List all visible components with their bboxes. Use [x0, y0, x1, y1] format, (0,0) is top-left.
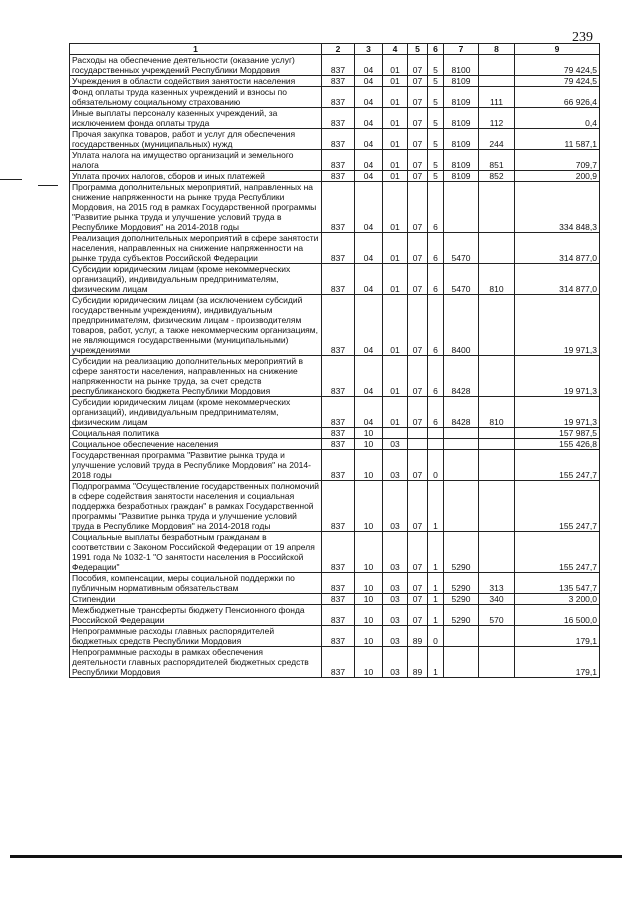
row-name-cell: Субсидии юридическим лицам (кроме некоммерческих организаций), индивидуальным предпринимателям, физическим лицам — [70, 397, 322, 428]
row-code-cell: 837 — [322, 397, 355, 428]
row-program-cell: 07 — [408, 295, 428, 356]
row-section-cell: 04 — [355, 108, 383, 129]
row-section-cell: 10 — [355, 532, 383, 573]
row-program-cell: 07 — [408, 532, 428, 573]
row-code-cell: 837 — [322, 450, 355, 481]
row-target-cell — [444, 626, 479, 647]
row-code-cell: 837 — [322, 87, 355, 108]
row-program-cell: 07 — [408, 573, 428, 594]
budget-table-body — [70, 44, 600, 678]
table-row — [70, 439, 600, 450]
row-target-cell: 5290 — [444, 532, 479, 573]
column-header: 8 — [479, 44, 515, 55]
row-section-cell: 04 — [355, 55, 383, 76]
row-name-cell: Пособия, компенсации, меры социальной поддержки по публичным нормативным обязательствам — [70, 573, 322, 594]
row-section-cell: 10 — [355, 647, 383, 678]
row-section-cell: 10 — [355, 439, 383, 450]
row-subsection-cell: 03 — [383, 605, 408, 626]
column-header: 7 — [444, 44, 479, 55]
row-target-cell: 8109 — [444, 129, 479, 150]
row-target-cell: 8109 — [444, 171, 479, 182]
table-row — [70, 87, 600, 108]
row-section-cell: 10 — [355, 605, 383, 626]
row-name-cell: Стипендии — [70, 594, 322, 605]
row-subprogram-cell: 5 — [428, 87, 444, 108]
row-target-cell: 8100 — [444, 55, 479, 76]
row-program-cell — [408, 439, 428, 450]
row-target-cell — [444, 647, 479, 678]
column-header: 9 — [515, 44, 600, 55]
row-target-cell: 8109 — [444, 150, 479, 171]
row-subprogram-cell — [428, 439, 444, 450]
table-row — [70, 605, 600, 626]
row-expense-type-cell — [479, 428, 515, 439]
row-subprogram-cell: 1 — [428, 532, 444, 573]
row-section-cell: 10 — [355, 626, 383, 647]
table-row — [70, 397, 600, 428]
table-row — [70, 171, 600, 182]
row-section-cell: 04 — [355, 129, 383, 150]
row-expense-type-cell — [479, 481, 515, 532]
row-amount-cell: 155 247,7 — [515, 481, 600, 532]
row-code-cell: 837 — [322, 233, 355, 264]
row-expense-type-cell: 244 — [479, 129, 515, 150]
row-expense-type-cell — [479, 182, 515, 233]
table-row — [70, 129, 600, 150]
row-section-cell: 04 — [355, 397, 383, 428]
row-name-cell: Субсидии на реализацию дополнительных мероприятий в сфере занятости населения, направленных на снижение напряженности на рынке труда, за счет средств республиканского бюджета Республики Мордовия — [70, 356, 322, 397]
row-program-cell: 07 — [408, 87, 428, 108]
row-section-cell: 10 — [355, 428, 383, 439]
table-row — [70, 532, 600, 573]
row-name-cell: Социальные выплаты безработным гражданам в соответствии с Законом Российской Федерации от 19 апреля 1991 года № 1032-1 "О занятости населения в Российской Федерации" — [70, 532, 322, 573]
row-subsection-cell: 01 — [383, 150, 408, 171]
column-header: 4 — [383, 44, 408, 55]
table-row — [70, 626, 600, 647]
row-subprogram-cell: 6 — [428, 233, 444, 264]
row-code-cell: 837 — [322, 605, 355, 626]
row-name-cell: Непрограммные расходы в рамках обеспечения деятельности главных распорядителей бюджетных средств Республики Мордовия — [70, 647, 322, 678]
row-subsection-cell: 03 — [383, 439, 408, 450]
row-expense-type-cell: 851 — [479, 150, 515, 171]
row-amount-cell: 334 848,3 — [515, 182, 600, 233]
row-section-cell: 04 — [355, 264, 383, 295]
row-subsection-cell: 03 — [383, 626, 408, 647]
row-subprogram-cell: 6 — [428, 356, 444, 397]
row-subsection-cell: 03 — [383, 594, 408, 605]
row-program-cell: 07 — [408, 233, 428, 264]
row-code-cell: 837 — [322, 264, 355, 295]
row-section-cell: 04 — [355, 233, 383, 264]
row-expense-type-cell: 810 — [479, 264, 515, 295]
row-program-cell: 07 — [408, 605, 428, 626]
row-subprogram-cell — [428, 428, 444, 439]
table-row — [70, 233, 600, 264]
row-amount-cell: 155 247,7 — [515, 532, 600, 573]
row-name-cell: Иные выплаты персоналу казенных учреждений, за исключением фонда оплаты труда — [70, 108, 322, 129]
row-program-cell — [408, 428, 428, 439]
row-target-cell: 8428 — [444, 356, 479, 397]
row-target-cell: 5290 — [444, 605, 479, 626]
column-header: 1 — [70, 44, 322, 55]
row-subsection-cell: 01 — [383, 264, 408, 295]
row-subsection-cell — [383, 428, 408, 439]
row-program-cell: 07 — [408, 76, 428, 87]
row-target-cell: 5290 — [444, 594, 479, 605]
row-code-cell: 837 — [322, 55, 355, 76]
row-subsection-cell: 01 — [383, 295, 408, 356]
row-name-cell: Субсидии юридическим лицам (за исключением субсидий государственным учреждениям), индивидуальным предпринимателям, физическим лицам - производителям товаров, работ, услуг, а также некоммерческим организациям, не являющимся государственными (муниципальными) учреждениями — [70, 295, 322, 356]
row-subprogram-cell: 1 — [428, 594, 444, 605]
row-target-cell: 8109 — [444, 87, 479, 108]
row-amount-cell: 3 200,0 — [515, 594, 600, 605]
row-subsection-cell: 03 — [383, 647, 408, 678]
row-section-cell: 04 — [355, 182, 383, 233]
row-target-cell: 8109 — [444, 108, 479, 129]
page-number: 239 — [572, 30, 593, 45]
row-subprogram-cell: 6 — [428, 397, 444, 428]
row-subprogram-cell: 6 — [428, 182, 444, 233]
row-code-cell: 837 — [322, 647, 355, 678]
row-code-cell: 837 — [322, 594, 355, 605]
row-amount-cell: 11 587,1 — [515, 129, 600, 150]
row-target-cell — [444, 428, 479, 439]
row-expense-type-cell: 111 — [479, 87, 515, 108]
row-subsection-cell: 01 — [383, 171, 408, 182]
row-amount-cell: 19 971,3 — [515, 295, 600, 356]
table-row — [70, 108, 600, 129]
row-code-cell: 837 — [322, 481, 355, 532]
table-row — [70, 647, 600, 678]
row-code-cell: 837 — [322, 182, 355, 233]
row-target-cell — [444, 450, 479, 481]
row-subsection-cell: 01 — [383, 108, 408, 129]
row-amount-cell: 314 877,0 — [515, 264, 600, 295]
table-row — [70, 182, 600, 233]
row-subsection-cell: 01 — [383, 76, 408, 87]
row-subprogram-cell: 1 — [428, 481, 444, 532]
row-subsection-cell: 03 — [383, 532, 408, 573]
row-expense-type-cell: 810 — [479, 397, 515, 428]
table-row — [70, 573, 600, 594]
row-section-cell: 10 — [355, 573, 383, 594]
row-expense-type-cell — [479, 626, 515, 647]
row-program-cell: 07 — [408, 450, 428, 481]
row-program-cell: 07 — [408, 108, 428, 129]
table-row — [70, 264, 600, 295]
row-section-cell: 04 — [355, 356, 383, 397]
row-expense-type-cell — [479, 356, 515, 397]
row-subprogram-cell: 0 — [428, 450, 444, 481]
row-amount-cell: 200,9 — [515, 171, 600, 182]
row-name-cell: Программа дополнительных мероприятий, направленных на снижение напряженности на рынке труда Республики Мордовия, на 2015 год в рамках Государственной программы "Развитие рынка труда и улучшение условий труда в Республике Мордовия" на 2014-2018 годы — [70, 182, 322, 233]
row-expense-type-cell: 340 — [479, 594, 515, 605]
margin-mark — [38, 185, 58, 186]
column-header: 2 — [322, 44, 355, 55]
row-subsection-cell: 01 — [383, 129, 408, 150]
row-subprogram-cell: 1 — [428, 573, 444, 594]
table-row — [70, 150, 600, 171]
row-expense-type-cell: 112 — [479, 108, 515, 129]
table-row — [70, 76, 600, 87]
row-section-cell: 04 — [355, 171, 383, 182]
row-name-cell: Межбюджетные трансферты бюджету Пенсионного фонда Российской Федерации — [70, 605, 322, 626]
table-row — [70, 594, 600, 605]
row-program-cell: 07 — [408, 150, 428, 171]
row-target-cell: 8428 — [444, 397, 479, 428]
row-expense-type-cell — [479, 76, 515, 87]
row-expense-type-cell: 852 — [479, 171, 515, 182]
row-subsection-cell: 01 — [383, 182, 408, 233]
row-target-cell — [444, 182, 479, 233]
row-code-cell: 837 — [322, 573, 355, 594]
column-header: 6 — [428, 44, 444, 55]
row-amount-cell: 155 426,8 — [515, 439, 600, 450]
row-name-cell: Социальная политика — [70, 428, 322, 439]
row-name-cell: Уплата прочих налогов, сборов и иных платежей — [70, 171, 322, 182]
row-expense-type-cell — [479, 233, 515, 264]
row-section-cell: 10 — [355, 594, 383, 605]
row-subprogram-cell: 0 — [428, 626, 444, 647]
row-expense-type-cell: 313 — [479, 573, 515, 594]
row-name-cell: Субсидии юридическим лицам (кроме некоммерческих организаций), индивидуальным предпринимателям, физическим лицам — [70, 264, 322, 295]
row-subprogram-cell: 5 — [428, 55, 444, 76]
row-code-cell: 837 — [322, 129, 355, 150]
row-program-cell: 07 — [408, 397, 428, 428]
row-amount-cell: 157 987,5 — [515, 428, 600, 439]
row-subprogram-cell: 1 — [428, 605, 444, 626]
row-expense-type-cell — [479, 55, 515, 76]
column-header: 5 — [408, 44, 428, 55]
row-subprogram-cell: 5 — [428, 150, 444, 171]
row-section-cell: 10 — [355, 481, 383, 532]
row-code-cell: 837 — [322, 295, 355, 356]
row-program-cell: 07 — [408, 182, 428, 233]
row-amount-cell: 19 971,3 — [515, 397, 600, 428]
row-expense-type-cell: 570 — [479, 605, 515, 626]
row-subsection-cell: 01 — [383, 356, 408, 397]
row-target-cell: 5470 — [444, 233, 479, 264]
row-name-cell: Подпрограмма "Осуществление государственных полномочий в сфере содействия занятости населения и социальная поддержка безработных граждан" в рамках Государственной программы "Развитие рынка труда и улучшение условий труда в Республике Мордовия" на 2014-2018 годы — [70, 481, 322, 532]
row-code-cell: 837 — [322, 532, 355, 573]
row-program-cell: 89 — [408, 647, 428, 678]
row-code-cell: 837 — [322, 439, 355, 450]
row-subsection-cell: 03 — [383, 481, 408, 532]
row-subprogram-cell: 6 — [428, 295, 444, 356]
row-amount-cell: 19 971,3 — [515, 356, 600, 397]
row-target-cell — [444, 481, 479, 532]
table-row — [70, 481, 600, 532]
row-expense-type-cell — [479, 439, 515, 450]
row-amount-cell: 79 424,5 — [515, 55, 600, 76]
row-code-cell: 837 — [322, 626, 355, 647]
row-amount-cell: 0,4 — [515, 108, 600, 129]
table-row — [70, 356, 600, 397]
row-name-cell: Реализация дополнительных мероприятий в сфере занятости населения, направленных на снижение напряженности на рынке труда субъектов Российской Федерации — [70, 233, 322, 264]
row-section-cell: 04 — [355, 76, 383, 87]
row-amount-cell: 709,7 — [515, 150, 600, 171]
row-subprogram-cell: 5 — [428, 129, 444, 150]
row-name-cell: Социальное обеспечение населения — [70, 439, 322, 450]
table-header-row — [70, 44, 600, 55]
row-program-cell: 07 — [408, 171, 428, 182]
row-program-cell: 07 — [408, 356, 428, 397]
table-row — [70, 450, 600, 481]
row-amount-cell: 16 500,0 — [515, 605, 600, 626]
row-program-cell: 89 — [408, 626, 428, 647]
row-subsection-cell: 01 — [383, 233, 408, 264]
row-amount-cell: 135 547,7 — [515, 573, 600, 594]
row-program-cell: 07 — [408, 55, 428, 76]
row-name-cell: Государственная программа "Развитие рынка труда и улучшение условий труда в Республике Мордовия" на 2014-2018 годы — [70, 450, 322, 481]
row-amount-cell: 179,1 — [515, 647, 600, 678]
row-section-cell: 04 — [355, 150, 383, 171]
row-expense-type-cell — [479, 450, 515, 481]
row-target-cell: 5470 — [444, 264, 479, 295]
row-amount-cell: 179,1 — [515, 626, 600, 647]
row-name-cell: Учреждения в области содействия занятости населения — [70, 76, 322, 87]
row-program-cell: 07 — [408, 264, 428, 295]
row-subsection-cell: 01 — [383, 87, 408, 108]
row-subprogram-cell: 5 — [428, 108, 444, 129]
page-bottom-rule — [10, 855, 622, 858]
margin-mark — [0, 179, 22, 180]
row-code-cell: 837 — [322, 356, 355, 397]
row-target-cell: 8109 — [444, 76, 479, 87]
row-code-cell: 837 — [322, 108, 355, 129]
row-target-cell — [444, 439, 479, 450]
row-subprogram-cell: 5 — [428, 171, 444, 182]
row-subprogram-cell: 1 — [428, 647, 444, 678]
row-code-cell: 837 — [322, 428, 355, 439]
row-section-cell: 04 — [355, 87, 383, 108]
row-amount-cell: 155 247,7 — [515, 450, 600, 481]
row-code-cell: 837 — [322, 76, 355, 87]
row-program-cell: 07 — [408, 481, 428, 532]
row-expense-type-cell — [479, 532, 515, 573]
row-code-cell: 837 — [322, 171, 355, 182]
column-header: 3 — [355, 44, 383, 55]
row-section-cell: 04 — [355, 295, 383, 356]
row-name-cell: Уплата налога на имущество организаций и земельного налога — [70, 150, 322, 171]
row-name-cell: Непрограммные расходы главных распорядителей бюджетных средств Республики Мордовия — [70, 626, 322, 647]
table-row — [70, 55, 600, 76]
row-amount-cell: 314 877,0 — [515, 233, 600, 264]
row-program-cell: 07 — [408, 129, 428, 150]
row-subprogram-cell: 6 — [428, 264, 444, 295]
row-subsection-cell: 01 — [383, 55, 408, 76]
row-subsection-cell: 03 — [383, 573, 408, 594]
row-program-cell: 07 — [408, 594, 428, 605]
row-expense-type-cell — [479, 647, 515, 678]
row-name-cell: Прочая закупка товаров, работ и услуг для обеспечения государственных (муниципальных) нужд — [70, 129, 322, 150]
row-code-cell: 837 — [322, 150, 355, 171]
row-target-cell: 8400 — [444, 295, 479, 356]
row-name-cell: Фонд оплаты труда казенных учреждений и взносы по обязательному социальному страхованию — [70, 87, 322, 108]
row-section-cell: 10 — [355, 450, 383, 481]
row-amount-cell: 66 926,4 — [515, 87, 600, 108]
row-expense-type-cell — [479, 295, 515, 356]
table-row — [70, 428, 600, 439]
row-subprogram-cell: 5 — [428, 76, 444, 87]
row-amount-cell: 79 424,5 — [515, 76, 600, 87]
row-subsection-cell: 01 — [383, 397, 408, 428]
table-row — [70, 295, 600, 356]
row-subsection-cell: 03 — [383, 450, 408, 481]
row-name-cell: Расходы на обеспечение деятельности (оказание услуг) государственных учреждений Республики Мордовия — [70, 55, 322, 76]
row-target-cell: 5290 — [444, 573, 479, 594]
budget-table — [69, 43, 600, 678]
